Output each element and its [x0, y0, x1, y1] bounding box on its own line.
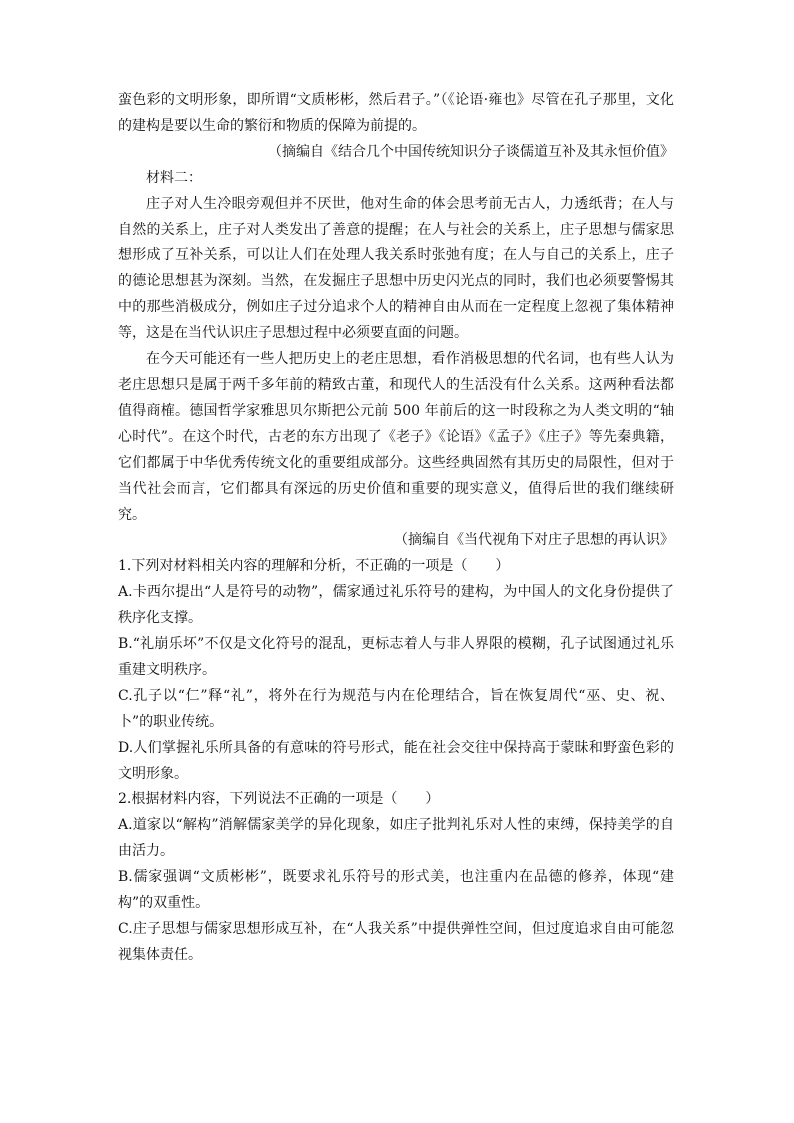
material2-source: （摘编自《当代视角下对庄子思想的再认识》	[394, 532, 674, 549]
question-1-option-b: B.“礼崩乐坏”不仅是文化符号的混乱，更标志着人与非人界限的模糊，孔子试图通过礼乐重建文明秩序。	[118, 636, 674, 678]
question-2-option-c: C.庄子思想与儒家思想形成互补，在“人我关系”中提供弹性空间，但过度追求自由可能忽视集体责任。	[118, 921, 674, 963]
document-page	[118, 88, 674, 969]
material1-continuation: 蛮色彩的文明形象，即所谓“文质彬彬，然后君子。”（《论语·雍也》尽管在孔子那里，文化的建构是要以生命的繁衍和物质的保障为前提的。	[118, 92, 674, 134]
question-1-stem: 1.下列对材料相关内容的理解和分析，不正确的一项是（ ）	[118, 558, 510, 575]
material1-source: （摘编自《结合几个中国传统知识分子谈儒道互补及其永恒价值》	[268, 143, 674, 160]
question-1-option-a: A.卡西尔提出“人是符号的动物”，儒家通过礼乐符号的建构，为中国人的文化身份提供了秩序化支撑。	[118, 584, 674, 627]
question-2-option-a: A.道家以“解构”消解儒家美学的异化现象，如庄子批判礼乐对人性的束缚，保持美学的自由活力。	[118, 817, 674, 860]
question-1-option-d: D.人们掌握礼乐所具备的有意味的符号形式，能在社会交往中保持高于蒙昧和野蛮色彩的文明形象。	[118, 739, 674, 782]
question-1-option-c: C.孔子以“仁”释“礼”，将外在行为规范与内在伦理结合，旨在恢复周代“巫、史、祝、卜”的职业传统。	[118, 687, 674, 730]
question-2-option-b: B.儒家强调“文质彬彬”，既要求礼乐符号的形式美，也注重内在品德的修养，体现“建构”的双重性。	[118, 869, 674, 912]
material2-paragraph-1: 庄子对人生冷眼旁观但并不厌世，他对生命的体会思考前无古人，力透纸背；在人与自然的关系上，庄子对人类发出了善意的提醒；在人与社会的关系上，庄子思想与儒家思想形成了互补关系，可以让人们在处理人我关系时张弛有度；在人与自己的关系上，庄子的德论思想甚为深刻。当然，在发掘庄子思想中历史闪光点的同时，我们也必须要警惕其中的那些消极成分，例如庄子过分追求个人的精神自由从而在一定程度上忽视了集体精神等，这是在当代认识庄子思想过程中必须要直面的问题。	[118, 195, 674, 342]
question-2-stem: 2.根据材料内容，下列说法不正确的一项是（ ）	[118, 791, 440, 808]
material2-paragraph-2: 在今天可能还有一些人把历史上的老庄思想，看作消极思想的代名词，也有些人认为老庄思想只是属于两千多年前的精致古董，和现代人的生活没有什么关系。这两种看法都值得商榷。德国哲学家雅思贝尔斯把公元前 500 年前后的这一时段称之为人类文明的“轴心时代”。在这个时代，古老的东方出现了《老子》《论语》《孟子》《庄子》等先秦典籍，它们都属于中华优秀传统文化的重要组成部分。这些经典固然有其历史的局限性，但对于当代社会而言，它们都具有深远的历史价值和重要的现实意义，值得后世的我们继续研究。	[118, 351, 674, 523]
material2-heading: 材料二：	[146, 169, 202, 186]
